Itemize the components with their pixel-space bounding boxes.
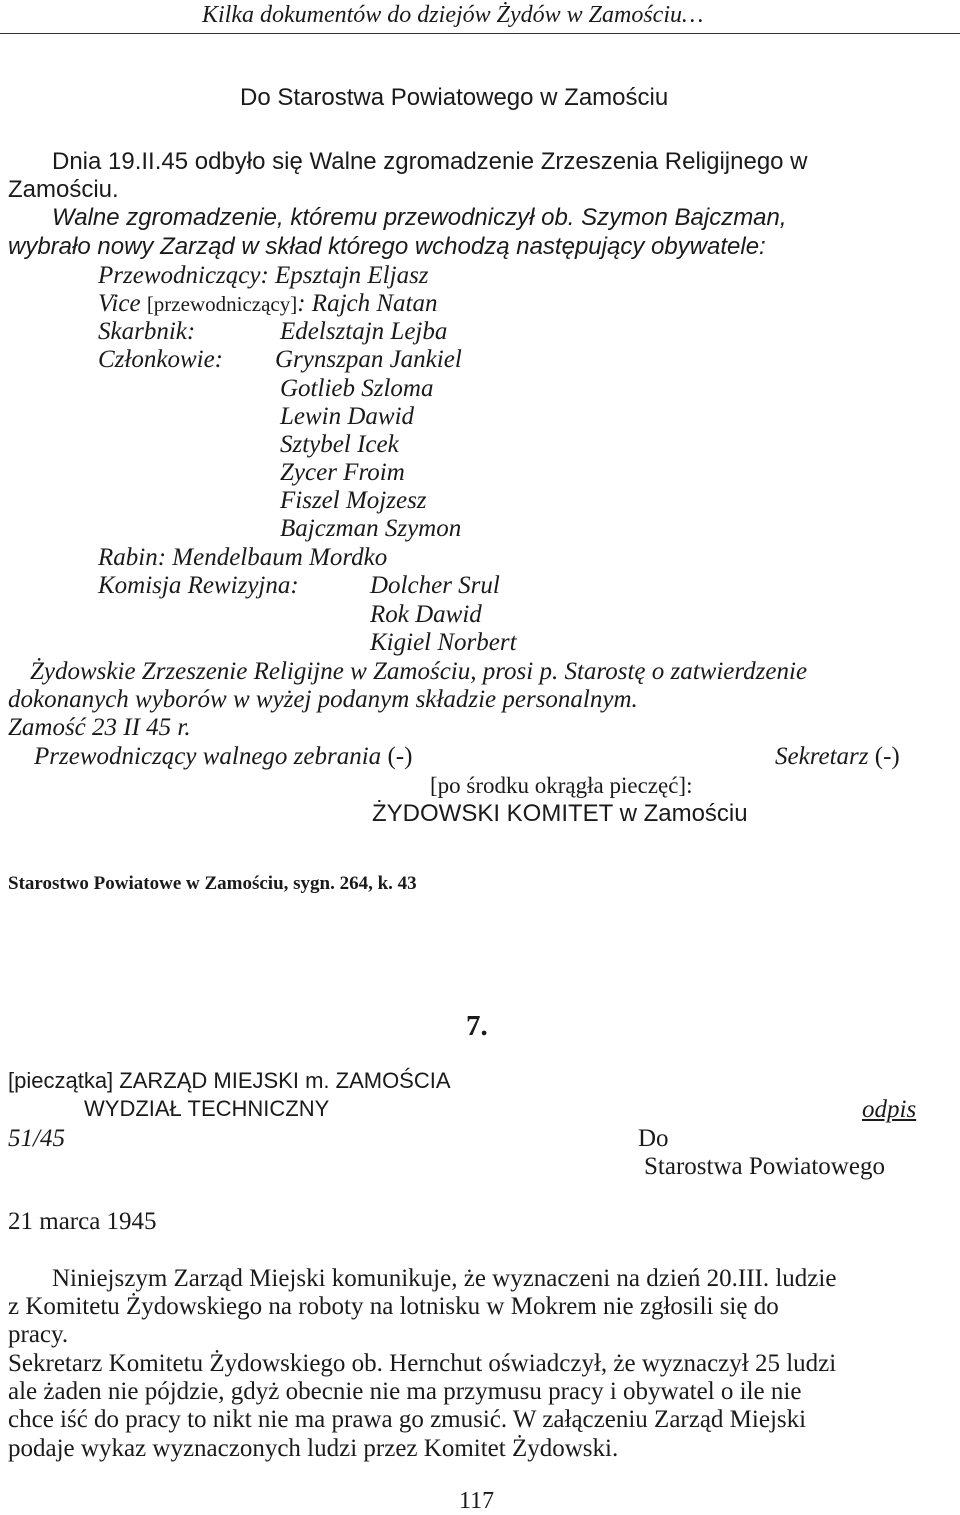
member-name: Gotlieb Szloma [280, 375, 434, 402]
signature-chairman-mark: (-) [381, 743, 413, 770]
vice-chairman-line [98, 290, 437, 318]
paragraph-line: Dnia 19.II.45 odbyło się Walne zgromadzenie Zrzeszenia Religijnego w [52, 148, 808, 175]
stamp-text: ŻYDOWSKI KOMITET w Zamościu [372, 800, 748, 827]
copy-mark: odpis [862, 1096, 917, 1123]
paragraph-line: Walne zgromadzenie, któremu przewodniczył ob. Szymon Bajczman, [52, 204, 787, 231]
vice-editor-note: [przewodniczący] [146, 292, 298, 316]
body-line: z Komitetu Żydowskiego na roboty na lotnisku w Mokrem nie zgłosili się do [8, 1293, 779, 1320]
body-line: Sekretarz Komitetu Żydowskiego ob. Hernchut oświadczył, że wyznaczył 25 ludzi [8, 1350, 837, 1377]
signature-secretary [775, 743, 900, 771]
audit-label: Komisja Rewizyjna: [98, 572, 299, 599]
body-line: podaje wykaz wyznaczonych ludzi przez Komitet Żydowski. [8, 1435, 619, 1462]
request-line: dokonanych wyborów w wyżej podanym składzie personalnym. [8, 686, 638, 713]
paragraph-line: Zamościu. [8, 176, 119, 203]
stamp-note: [po środku okrągła pieczęć]: [430, 773, 693, 798]
paragraph-line: wybrało nowy Zarząd w skład którego wchodzą następujący obywatele: [8, 233, 766, 260]
place-date: Zamość 23 II 45 r. [8, 714, 191, 741]
audit-member-name: Rok Dawid [370, 601, 482, 628]
signature-chairman [34, 743, 412, 771]
letter-date: 21 marca 1945 [8, 1208, 157, 1235]
header-rule [0, 33, 960, 34]
member-name: Sztybel Icek [280, 431, 399, 458]
treasurer-label: Skarbnik: [98, 318, 196, 345]
address-line: Do Starostwa Powiatowego w Zamościu [240, 84, 669, 111]
member-name: Bajczman Szymon [280, 515, 462, 542]
request-line: Żydowskie Zrzeszenie Religijne w Zamościu, prosi p. Starostę o zatwierdzenie [30, 658, 808, 685]
body-line: ale żaden nie pójdzie, gdyż obecnie nie ma przymusu pracy i obywatel o ile nie [8, 1378, 802, 1405]
member-name: Fiszel Mojzesz [280, 487, 427, 514]
member-name: Grynszpan Jankiel [275, 346, 462, 373]
rabbi-line: Rabin: Mendelbaum Mordko [98, 544, 388, 571]
audit-member-name: Dolcher Srul [370, 572, 500, 599]
vice-name: : Rajch Natan [297, 290, 438, 317]
signature-secretary-mark: (-) [868, 743, 900, 770]
vice-label: Vice [98, 290, 147, 317]
body-line: Niniejszym Zarząd Miejski komunikuje, że wyznaczeni na dzień 20.III. ludzie [52, 1265, 837, 1292]
treasurer-name: Edelsztajn Lejba [280, 318, 448, 345]
page-number: 117 [459, 1488, 495, 1514]
audit-member-name: Kigiel Norbert [370, 629, 517, 656]
document-number: 7. [466, 1010, 488, 1042]
member-name: Zycer Froim [280, 459, 405, 486]
source-citation: Starostwo Powiatowe w Zamościu, sygn. 264, k. 43 [8, 873, 417, 894]
chairman-line: Przewodniczący: Epsztajn Eljasz [98, 262, 429, 289]
members-label: Członkowie: [98, 346, 223, 373]
office-stamp-line: [pieczątka] ZARZĄD MIEJSKI m. ZAMOŚCIA [8, 1068, 451, 1093]
recipient-line: Starostwa Powiatowego [644, 1153, 885, 1180]
signature-secretary-label: Sekretarz [775, 743, 869, 770]
body-line: chce iść do pracy to nikt nie ma prawa go zmusić. W załączeniu Zarząd Miejski [8, 1406, 807, 1433]
body-line: pracy. [8, 1321, 69, 1348]
member-name: Lewin Dawid [280, 403, 415, 430]
running-header: Kilka dokumentów do dziejów Żydów w Zamościu… [202, 2, 704, 28]
signature-chairman-label: Przewodniczący walnego zebrania [34, 743, 382, 770]
recipient-line: Do [638, 1125, 669, 1152]
reference-number: 51/45 [8, 1125, 65, 1152]
office-department: WYDZIAŁ TECHNICZNY [84, 1096, 330, 1121]
